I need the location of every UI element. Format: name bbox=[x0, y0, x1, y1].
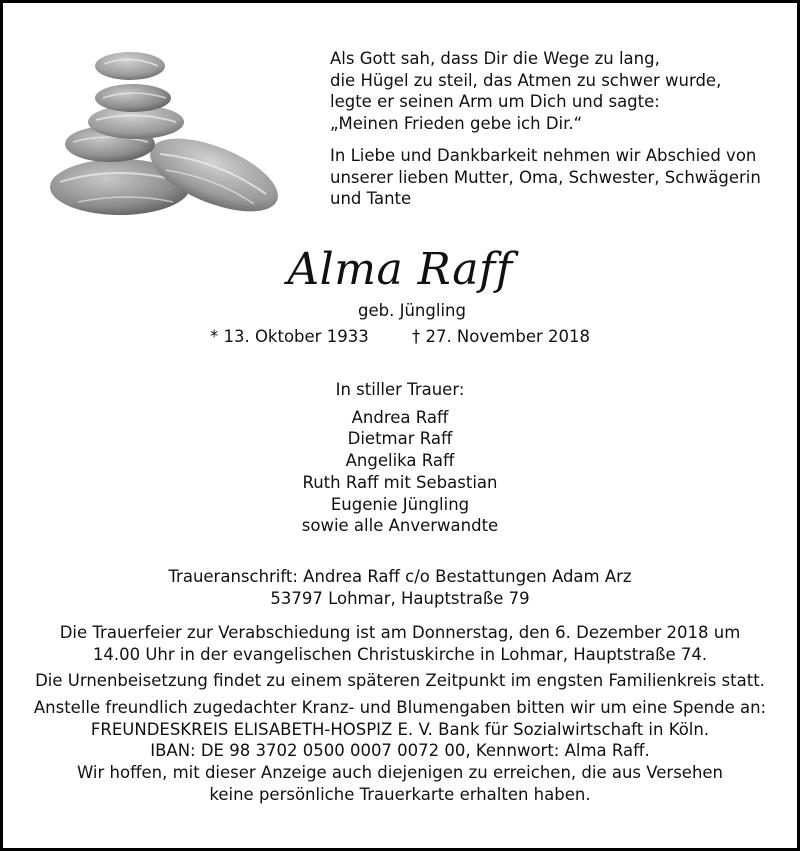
intro-text bbox=[330, 145, 770, 210]
poem-line: „Meinen Frieden gebe ich Dir.“ bbox=[330, 113, 583, 133]
life-dates bbox=[0, 327, 800, 346]
donation-line: FREUNDESKREIS ELISABETH-HOSPIZ E. V. Bank für Sozialwirtschaft in Köln. bbox=[90, 719, 710, 739]
poem-line: die Hügel zu steil, das Atmen zu schwer wurde, bbox=[330, 70, 722, 90]
ceremony-line: Die Trauerfeier zur Verabschiedung ist am Donnerstag, den 6. Dezember 2018 um bbox=[59, 623, 741, 642]
address-line: Traueranschrift: Andrea Raff c/o Bestattungen Adam Arz bbox=[168, 567, 632, 586]
mourning-address bbox=[0, 566, 800, 609]
donation-info bbox=[0, 697, 800, 806]
birth-date: * 13. Oktober 1933 bbox=[209, 327, 369, 346]
mourners-list bbox=[0, 379, 800, 537]
deceased-name: Alma Raff bbox=[287, 244, 513, 295]
intro-line: und Tante bbox=[330, 189, 412, 208]
ceremony-info bbox=[0, 622, 800, 665]
death-date: † 27. November 2018 bbox=[411, 327, 591, 346]
maiden-name: geb. Jüngling bbox=[358, 301, 466, 320]
donation-line: Anstelle freundlich zugedachter Kranz- und Blumengaben bitten wir um eine Spende an: bbox=[33, 698, 767, 717]
mourner-name: sowie alle Anverwandte bbox=[301, 516, 499, 536]
ceremony-line: 14.00 Uhr in der evangelischen Christuskirche in Lohmar, Hauptstraße 74. bbox=[92, 644, 708, 664]
poem-line: legte er seinen Arm um Dich und sagte: bbox=[330, 92, 660, 111]
mourner-name: Dietmar Raff bbox=[347, 429, 453, 449]
donation-line: IBAN: DE 98 3702 0500 0007 0072 00, Kennwort: Alma Raff. bbox=[150, 741, 650, 761]
mourners-label: In stiller Trauer: bbox=[335, 380, 465, 399]
intro-line: unserer lieben Mutter, Oma, Schwester, Schwägerin bbox=[330, 167, 761, 187]
mourner-name: Andrea Raff bbox=[351, 407, 449, 427]
mourner-name: Eugenie Jüngling bbox=[330, 494, 470, 514]
donation-line: keine persönliche Trauerkarte erhalten haben. bbox=[209, 784, 591, 804]
poem-line: Als Gott sah, dass Dir die Wege zu lang, bbox=[330, 49, 660, 68]
burial-line: Die Urnenbeisetzung findet zu einem späteren Zeitpunkt im engsten Familienkreis statt. bbox=[35, 671, 765, 690]
burial-info bbox=[0, 670, 800, 692]
address-line: 53797 Lohmar, Hauptstraße 79 bbox=[270, 588, 530, 608]
stacked-stones-image bbox=[48, 42, 278, 224]
donation-line: Wir hoffen, mit dieser Anzeige auch diejenigen zu erreichen, die aus Versehen bbox=[76, 763, 724, 783]
mourner-name: Ruth Raff mit Sebastian bbox=[302, 472, 498, 492]
intro-line: In Liebe und Dankbarkeit nehmen wir Abschied von bbox=[330, 146, 757, 165]
poem-block bbox=[330, 48, 770, 210]
mourner-name: Angelika Raff bbox=[345, 451, 455, 471]
